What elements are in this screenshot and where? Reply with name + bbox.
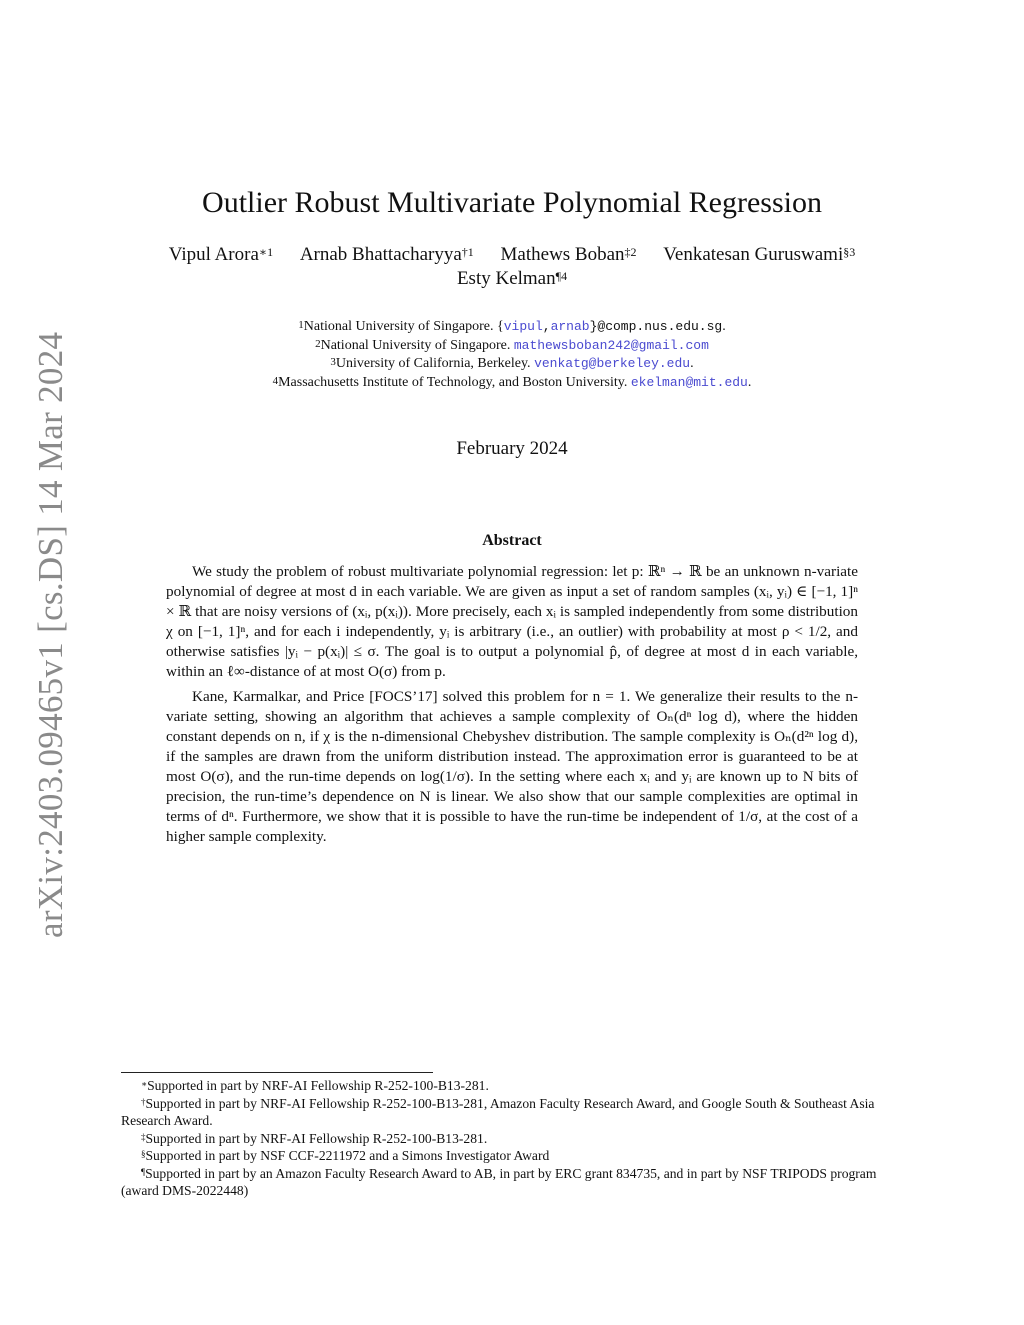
author-name: Arnab Bhattacharyya$^{\dagger 1}$ xyxy=(299,244,474,265)
author-name: Vipul Arora$^{∗1}$ xyxy=(168,244,274,265)
author-name: Mathews Boban$^{\ddagger 2}$ xyxy=(500,244,637,265)
affiliation-item: $^1$National University of Singapore. {vipul,arnab}@comp.nus.edu.sg. xyxy=(298,319,726,334)
affiliation-item: $^2$National University of Singapore. mathewsboban242@gmail.com xyxy=(315,337,709,353)
footnote-item: †Supported in part by NRF-AI Fellowship R-252-100-B13-281, Amazon Faculty Research Award, and Google South & Southeast Asia Research Award. xyxy=(121,1095,875,1128)
footnote-item: ∗Supported in part by NRF-AI Fellowship R-252-100-B13-281. xyxy=(141,1078,489,1093)
author-list-second-line xyxy=(0,267,1024,291)
abstract-paragraph: Kane, Karmalkar, and Price [FOCS’17] solved this problem for n = 1. We generalize their results to the n-variate setting, showing an algorithm that achieves a sample complexity of Oₙ(dⁿ log d), where the hidden constant depends on n, if χ is the n-dimensional Chebyshev distribution. The sample complexity is Oₙ(d²ⁿ log d), if the samples are drawn from the uniform distribution instead. The approximation error is guaranteed to be at most O(σ), and the run-time depends on log(1/σ). In the setting where each xᵢ and yᵢ are known up to N bits of precision, the run-time’s dependence on N is linear. We also show that our sample complexities are optimal in terms of dⁿ. Furthermore, we show that it is possible to have the run-time be independent of 1/σ, at the cost of a higher sample complexity. xyxy=(166,688,858,845)
footnote-item: ¶Supported in part by an Amazon Faculty Research Award to AB, in part by ERC grant 834735, and in part by NSF TRIPODS program (award DMS-2022448) xyxy=(121,1165,877,1198)
affiliation-item: $^4$Massachusetts Institute of Technology, and Boston University. ekelman@mit.edu. xyxy=(272,374,752,390)
footnote-item: ‡Supported in part by NRF-AI Fellowship R-252-100-B13-281. xyxy=(141,1130,488,1146)
email-link[interactable]: vipul xyxy=(503,319,543,334)
affiliations xyxy=(0,318,1024,392)
abstract-heading: Abstract xyxy=(482,532,542,549)
affiliation-item: $^3$University of California, Berkeley. venkatg@berkeley.edu. xyxy=(330,356,694,371)
footnotes xyxy=(121,1077,904,1200)
footnote-item: §Supported in part by NSF CCF-2211972 and a Simons Investigator Award xyxy=(141,1148,550,1163)
abstract-paragraph: We study the problem of robust multivariate polynomial regression: let p: ℝⁿ → ℝ be an unknown n-variate polynomial of degree at most d in each variable. We are given as input a set of random samples (xᵢ, yᵢ) ∈ [−1, 1]ⁿ × ℝ that are noisy versions of (xᵢ, p(xᵢ)). More precisely, each xᵢ is sampled independently from some distribution χ on [−1, 1]ⁿ, and for each i independently, yᵢ is arbitrary (i.e., an outlier) with probability at most ρ < 1/2, and otherwise satisfies |yᵢ − p(xᵢ)| ≤ σ. The goal is to output a polynomial p̂, of degree at most d in each variable, within an ℓ∞-distance of at most O(σ) from p. xyxy=(166,563,858,680)
arxiv-identifier-stamp: arXiv:2403.09465v1 [cs.DS] 14 Mar 2024 xyxy=(31,331,70,938)
email-link[interactable]: ekelman@mit.edu xyxy=(630,374,748,390)
author-name: Venkatesan Guruswami$^{\S 3}$ xyxy=(663,244,856,265)
publication-date: February 2024 xyxy=(456,438,568,459)
email-link[interactable]: venkatg@berkeley.edu xyxy=(534,356,691,371)
email-link[interactable]: arnab xyxy=(550,319,590,334)
paper-title: Outlier Robust Multivariate Polynomial Regression xyxy=(202,186,822,219)
email-link[interactable]: mathewsboban242@gmail.com xyxy=(513,337,709,353)
author-list xyxy=(0,243,1024,267)
abstract-body xyxy=(166,562,858,847)
author-name: Esty Kelman$^{\P 4}$ xyxy=(456,268,568,289)
footnote-divider xyxy=(121,1072,433,1073)
